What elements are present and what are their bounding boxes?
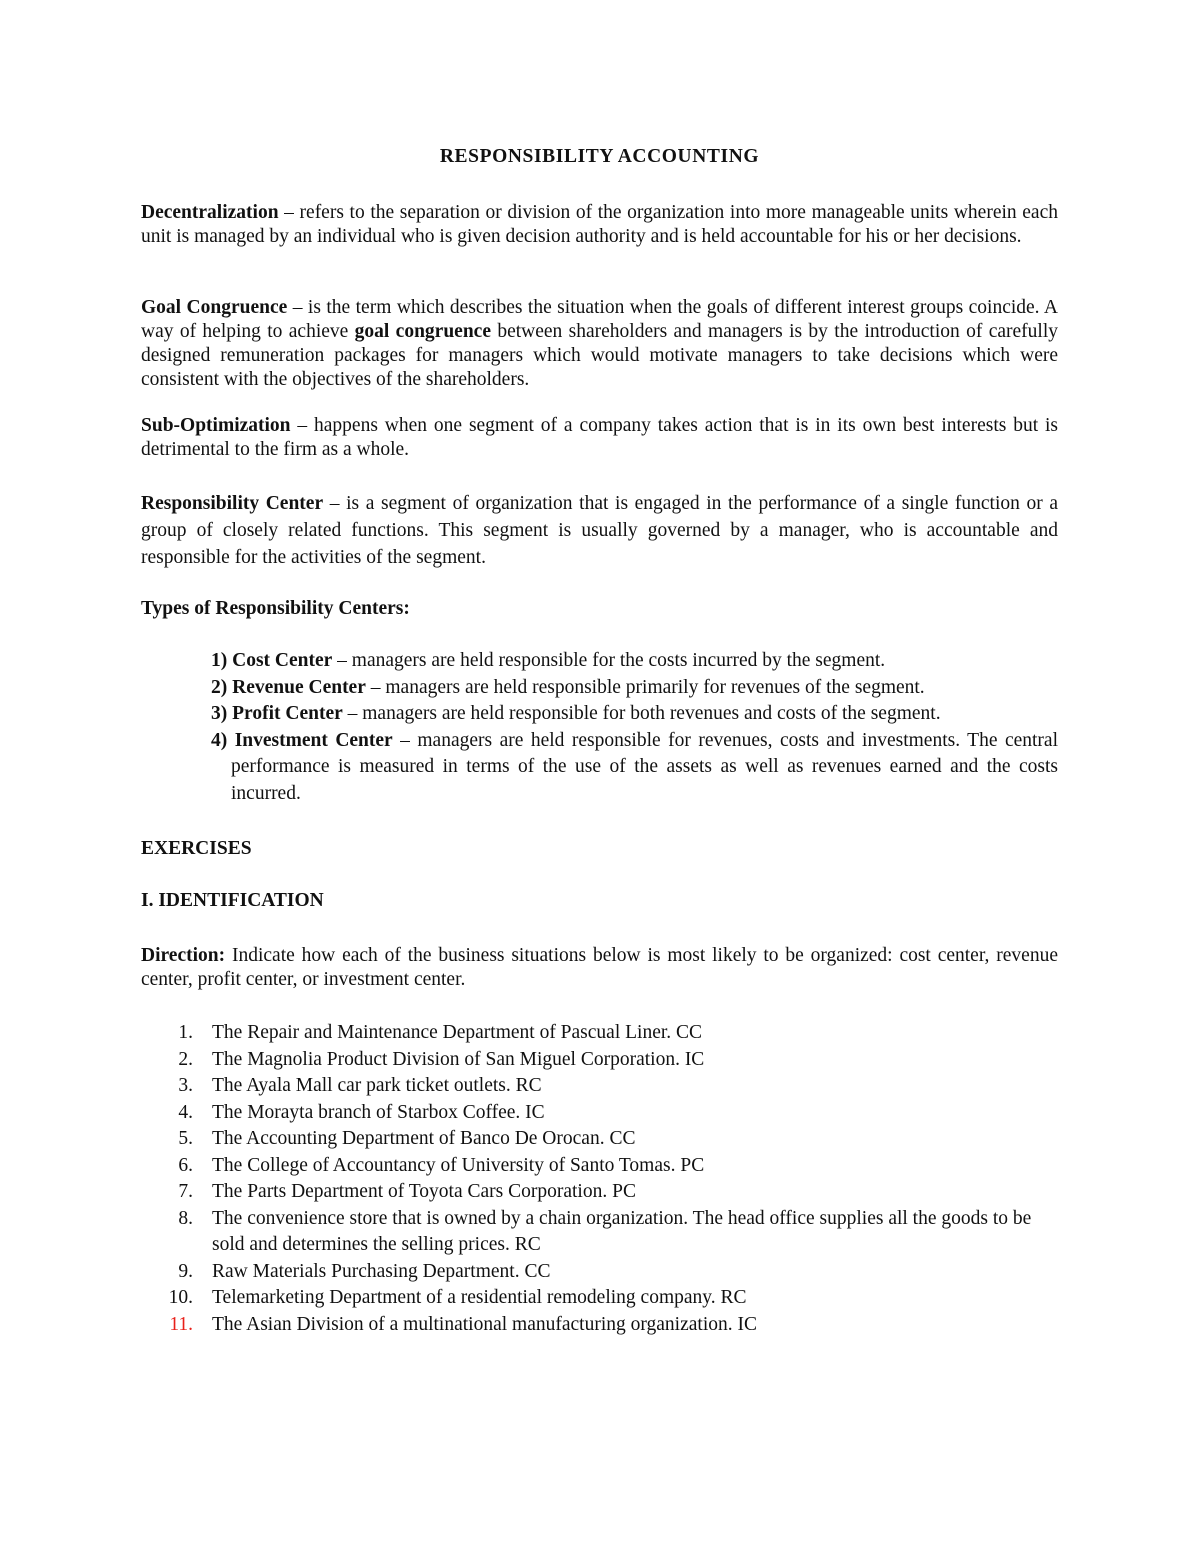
- term-goal-congruence: Goal Congruence: [141, 297, 288, 318]
- type-label: 1) Cost Center: [211, 650, 333, 671]
- item-text: Raw Materials Purchasing Department. CC: [212, 1260, 551, 1282]
- type-item-revenue-center: [211, 675, 1058, 702]
- type-item-profit-center: [211, 701, 1058, 728]
- type-text: – managers are held responsible for the costs incurred by the segment.: [332, 650, 886, 671]
- types-list: [211, 648, 1058, 807]
- item-number: 6.: [178, 1154, 193, 1176]
- type-label: 4) Investment Center: [211, 729, 393, 751]
- item-text: The College of Accountancy of University of Santo Tomas. PC: [212, 1154, 705, 1176]
- section-heading: I. IDENTIFICATION: [141, 890, 324, 911]
- definition-goal-congruence: [141, 296, 1058, 392]
- item-text: The Morayta branch of Starbox Coffee. IC: [212, 1101, 545, 1123]
- item-number: 5.: [178, 1128, 193, 1149]
- type-label: 3) Profit Center: [211, 703, 343, 724]
- item-text: The Accounting Department of Banco De Orocan. CC: [212, 1128, 636, 1149]
- type-item-investment-center: [211, 728, 1058, 808]
- term-responsibility-center: Responsibility Center: [141, 493, 324, 514]
- definition-text: between shareholders and managers is by the introduction of carefully designed remuneration packages for managers which would motivate managers to take decisions which were consistent with the objectives of the shareholders.: [141, 321, 1058, 390]
- list-item: [141, 1179, 1058, 1206]
- type-text: – managers are held responsible primarily for revenues of the segment.: [365, 676, 925, 698]
- exercises-heading: EXERCISES: [141, 838, 252, 859]
- item-number: 7.: [178, 1181, 193, 1202]
- item-number: 9.: [178, 1260, 193, 1282]
- direction-label: Direction:: [141, 945, 226, 966]
- list-item: [141, 1285, 1058, 1312]
- item-text: The Repair and Maintenance Department of Pascual Liner. CC: [212, 1022, 703, 1043]
- definition-responsibility-center: [141, 490, 1058, 571]
- term-decentralization: Decentralization: [141, 202, 279, 223]
- list-item: [141, 1047, 1058, 1074]
- list-item: [141, 1020, 1058, 1047]
- type-label: 2) Revenue Center: [211, 676, 366, 698]
- item-number: 4.: [178, 1101, 193, 1123]
- direction-text: Indicate how each of the business situations below is most likely to be organized: cost center, revenue center, profit center, or investment center.: [141, 945, 1058, 990]
- item-number: 3.: [178, 1075, 193, 1096]
- item-number: 8.: [178, 1207, 193, 1229]
- type-text: – managers are held responsible for both revenues and costs of the segment.: [342, 703, 941, 724]
- item-number: 2.: [178, 1048, 193, 1070]
- types-heading: Types of Responsibility Centers:: [141, 598, 410, 619]
- list-item: [141, 1312, 1058, 1339]
- definition-sub-optimization: [141, 414, 1058, 462]
- type-item-cost-center: [211, 648, 1058, 675]
- item-number-highlighted: 11.: [169, 1313, 193, 1335]
- list-item: [141, 1259, 1058, 1286]
- item-text: The Parts Department of Toyota Cars Corporation. PC: [212, 1181, 636, 1202]
- inline-bold-term: goal congruence: [354, 321, 491, 342]
- item-text: The convenience store that is owned by a chain organization. The head office supplies all the goods to be sold and determines the selling prices. RC: [212, 1207, 1032, 1255]
- list-item: [141, 1100, 1058, 1127]
- exercise-list: [141, 1020, 1058, 1338]
- definition-text: – happens when one segment of a company takes action that is in its own best interests but is detrimental to the firm as a whole.: [141, 415, 1058, 460]
- item-text: The Ayala Mall car park ticket outlets. RC: [212, 1075, 542, 1096]
- type-text: – managers are held responsible for revenues, costs and investments. The central performance is measured in terms of the use of the assets as well as revenues earned and the costs incurred.: [231, 729, 1059, 804]
- definition-text: – is the term which describes the situation when the goals of different interest groups coincide. A way of helping to achieve: [141, 297, 1058, 342]
- item-text: The Magnolia Product Division of San Miguel Corporation. IC: [212, 1048, 705, 1070]
- definition-text: – refers to the separation or division of the organization into more manageable units wherein each unit is managed by an individual who is given decision authority and is held accountable for his or her decisions.: [141, 202, 1058, 247]
- direction-paragraph: [141, 944, 1058, 992]
- item-text: Telemarketing Department of a residential remodeling company. RC: [212, 1287, 747, 1308]
- term-sub-optimization: Sub-Optimization: [141, 415, 291, 436]
- list-item: [141, 1206, 1058, 1259]
- page-title: RESPONSIBILITY ACCOUNTING: [439, 146, 760, 167]
- list-item: [141, 1073, 1058, 1100]
- list-item: [141, 1126, 1058, 1153]
- item-number: 1.: [178, 1022, 193, 1043]
- item-text: The Asian Division of a multinational manufacturing organization. IC: [212, 1313, 757, 1335]
- definition-decentralization: [141, 201, 1058, 249]
- definition-text: – is a segment of organization that is engaged in the performance of a single function or a group of closely related functions. This segment is usually governed by a manager, who is accountable and responsible for the activities of the segment.: [141, 493, 1058, 568]
- list-item: [141, 1153, 1058, 1180]
- item-number: 10.: [168, 1287, 193, 1308]
